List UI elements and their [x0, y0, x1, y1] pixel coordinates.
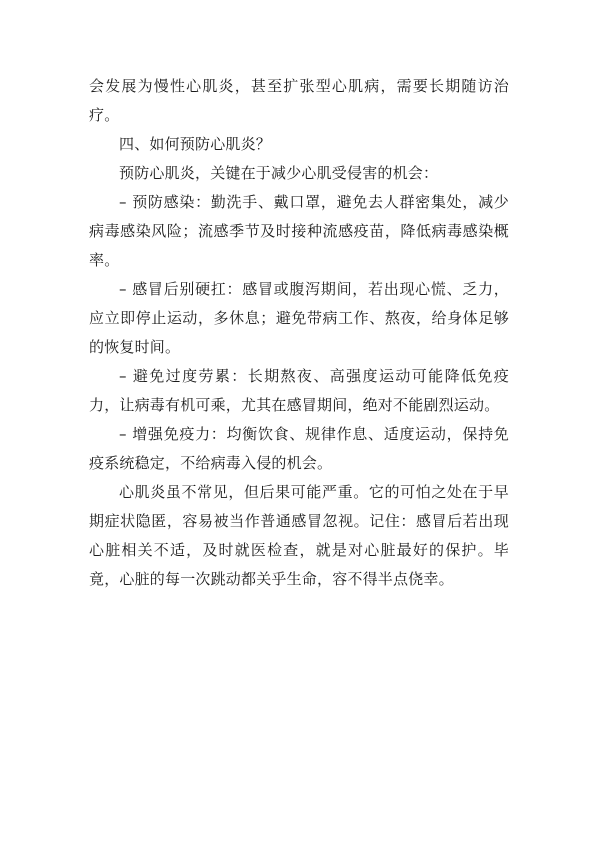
list-item-avoid-overwork: – 避免过度劳累：长期熬夜、高强度运动可能降低免疫力，让病毒有机可乘，尤其在感冒期间，绝对不能剧烈运动。 [89, 367, 509, 414]
paragraph-continuation: 会发展为慢性心肌炎，甚至扩张型心肌病，需要长期随访治疗。 [89, 77, 509, 124]
paragraph-conclusion: 心肌炎虽不常见，但后果可能严重。它的可怕之处在于早期症状隐匿，容易被当作普通感冒忽视。记住：感冒后若出现心脏相关不适，及时就医检查，就是对心脏最好的保护。毕竟，心脏的每一次跳动都关乎生命，容不得半点侥幸。 [89, 483, 509, 588]
document-body [89, 72, 509, 594]
list-item-rest-after-cold: – 感冒后别硬扛：感冒或腹泻期间，若出现心慌、乏力，应立即停止运动，多休息；避免带病工作、熬夜，给身体足够的恢复时间。 [89, 280, 509, 356]
list-item-prevent-infection: – 预防感染：勤洗手、戴口罩，避免去人群密集处，减少病毒感染风险；流感季节及时接种流感疫苗，降低病毒感染概率。 [89, 193, 509, 269]
section-heading-prevention: 四、如何预防心肌炎？ [119, 135, 272, 153]
paragraph-prevention-intro: 预防心肌炎，关键在于减少心肌受侵害的机会： [119, 164, 439, 182]
list-item-boost-immunity: – 增强免疫力：均衡饮食、规律作息、适度运动，保持免疫系统稳定，不给病毒入侵的机会。 [89, 425, 509, 472]
